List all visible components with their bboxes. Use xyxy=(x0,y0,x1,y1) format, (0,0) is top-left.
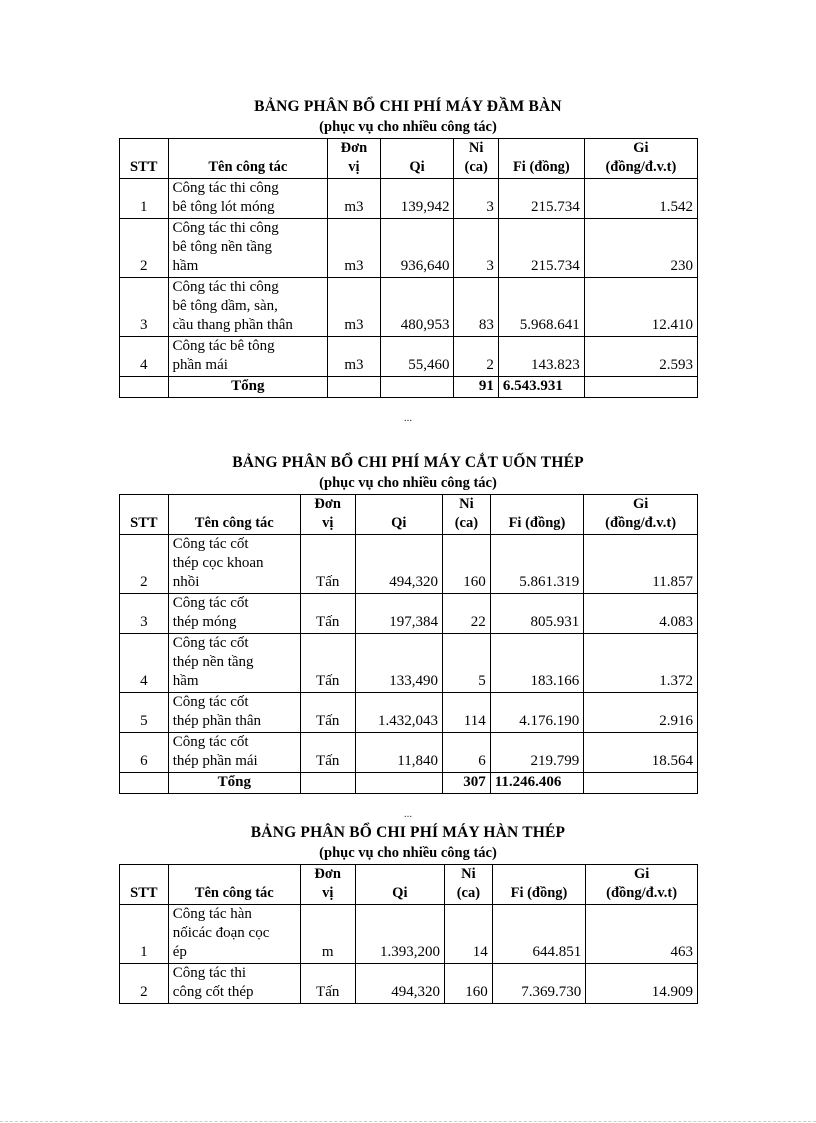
header-qi-text: Qi xyxy=(391,515,407,531)
cell-stt: 5 xyxy=(120,693,169,733)
cell-ten-cong-tac xyxy=(168,179,328,219)
header-ten xyxy=(168,139,328,179)
cell-ten-cong-tac xyxy=(168,693,300,733)
page-bottom-rule xyxy=(0,1121,816,1122)
cell-ten-line: nhồi xyxy=(172,574,200,590)
header-gi xyxy=(584,139,697,179)
cost-table-cat-uon-thep xyxy=(119,494,698,794)
cell-ten-cong-tac xyxy=(168,535,300,594)
cell-ten-line: cầu thang phần thân xyxy=(172,317,293,333)
header-donvi xyxy=(328,139,381,179)
table-row xyxy=(120,594,698,634)
cell-fi: 215.734 xyxy=(498,179,584,219)
header-donvi1-text: Đơn xyxy=(314,866,341,882)
cell-gi: 4.083 xyxy=(584,594,698,634)
header-gi1-text: Gi xyxy=(633,140,649,156)
cell-ten-cong-tac xyxy=(168,733,300,773)
header-ni2-text: (ca) xyxy=(456,885,481,901)
header-row xyxy=(120,495,698,535)
cell-fi: 143.823 xyxy=(498,337,584,377)
header-ni xyxy=(454,139,498,179)
cell-stt: 2 xyxy=(120,219,169,278)
table2-subtitle: (phục vụ cho nhiều công tác) xyxy=(319,475,497,491)
cell-qi: 936,640 xyxy=(380,219,454,278)
cell-gi: 2.593 xyxy=(584,337,697,377)
cost-table-dam-ban xyxy=(119,138,698,398)
header-qi-text: Qi xyxy=(409,159,425,175)
header-ten xyxy=(168,865,300,905)
cell-stt: 4 xyxy=(120,337,169,377)
cell-don-vi: m xyxy=(300,905,355,964)
cell-ten-line: Công tác cốt xyxy=(172,536,249,552)
table3-subtitle: (phục vụ cho nhiều công tác) xyxy=(319,845,497,861)
cell-ten-line: Công tác hàn xyxy=(172,906,252,922)
cell-ten-cong-tac xyxy=(168,594,300,634)
header-donvi1-text: Đơn xyxy=(314,496,341,512)
table-row xyxy=(120,278,698,337)
header-gi2-text: (đồng/đ.v.t) xyxy=(606,885,678,901)
total-empty-cell xyxy=(584,377,697,398)
cell-stt: 3 xyxy=(120,278,169,337)
cell-ten-line: hầm xyxy=(172,673,199,689)
cell-stt: 1 xyxy=(120,905,169,964)
cell-ten-line: Công tác cốt xyxy=(172,734,249,750)
cell-ten-cong-tac xyxy=(168,337,328,377)
cell-don-vi: m3 xyxy=(328,337,381,377)
cell-ten-line: Công tác thi công xyxy=(172,220,279,236)
header-donvi xyxy=(300,865,355,905)
header-ten-text: Tên công tác xyxy=(194,515,274,531)
cell-qi: 494,320 xyxy=(355,535,442,594)
cell-stt: 4 xyxy=(120,634,169,693)
cell-qi: 55,460 xyxy=(380,337,454,377)
cell-qi: 1.393,200 xyxy=(355,905,444,964)
cell-stt: 2 xyxy=(120,535,169,594)
header-donvi xyxy=(300,495,355,535)
cell-stt: 2 xyxy=(120,964,169,1004)
table1-subtitle: (phục vụ cho nhiều công tác) xyxy=(319,119,497,135)
cell-ten-line: Công tác cốt xyxy=(172,635,249,651)
cell-gi: 463 xyxy=(586,905,698,964)
table1-title: BẢNG PHÂN BỔ CHI PHÍ MÁY ĐẦM BÀN xyxy=(254,98,562,115)
header-donvi2-text: vị xyxy=(322,515,334,531)
cell-don-vi: Tấn xyxy=(300,733,355,773)
cell-ten-line: hầm xyxy=(172,258,199,274)
cell-stt: 6 xyxy=(120,733,169,773)
cell-ten-cong-tac xyxy=(168,634,300,693)
cell-ten-cong-tac xyxy=(168,964,300,1004)
cell-qi: 197,384 xyxy=(355,594,442,634)
table-row xyxy=(120,964,698,1004)
header-gi1-text: Gi xyxy=(632,496,649,512)
total-fi: 6.543.931 xyxy=(498,377,584,398)
cell-ten-line: công cốt thép xyxy=(172,984,254,1000)
cell-ten-line: thép phần mái xyxy=(172,753,258,769)
cell-qi: 133,490 xyxy=(355,634,442,693)
cell-ten-line: Công tác thi công xyxy=(172,279,279,295)
total-fi: 11.246.406 xyxy=(490,773,583,794)
cell-stt: 3 xyxy=(120,594,169,634)
cell-ni: 22 xyxy=(443,594,491,634)
total-empty-cell xyxy=(328,377,381,398)
cell-fi: 644.851 xyxy=(492,905,585,964)
cell-ten-line: thép nền tầng xyxy=(172,654,254,670)
header-fi-text: Fi (đồng) xyxy=(512,159,570,175)
header-gi2-text: (đồng/đ.v.t) xyxy=(605,159,677,175)
cell-fi: 183.166 xyxy=(490,634,583,693)
header-gi1-text: Gi xyxy=(633,866,650,882)
cell-ten-line: bê tông lót móng xyxy=(172,199,275,215)
table-row xyxy=(120,337,698,377)
cell-don-vi: m3 xyxy=(328,219,381,278)
cell-fi: 4.176.190 xyxy=(490,693,583,733)
header-ni2-text: (ca) xyxy=(454,515,479,531)
cell-don-vi: Tấn xyxy=(300,634,355,693)
cell-ten-line: Công tác thi công xyxy=(172,180,279,196)
header-ten xyxy=(168,495,300,535)
header-ni1-text: Ni xyxy=(468,140,484,156)
cell-ni: 160 xyxy=(445,964,493,1004)
header-gi xyxy=(584,495,698,535)
table-row xyxy=(120,733,698,773)
header-stt xyxy=(120,495,169,535)
cell-ten-line: Công tác cốt xyxy=(172,694,249,710)
cell-gi: 2.916 xyxy=(584,693,698,733)
cell-qi: 139,942 xyxy=(380,179,454,219)
header-donvi2-text: vị xyxy=(322,885,334,901)
cell-fi: 215.734 xyxy=(498,219,584,278)
cell-ten-line: Công tác bê tông xyxy=(172,338,275,354)
cell-gi: 1.542 xyxy=(584,179,697,219)
table3-title: BẢNG PHÂN BỔ CHI PHÍ MÁY HÀN THÉP xyxy=(250,824,566,841)
cell-ni: 5 xyxy=(443,634,491,693)
cell-ten-line: nốicác đoạn cọc xyxy=(172,925,270,941)
header-stt xyxy=(120,139,169,179)
header-ten-text: Tên công tác xyxy=(208,159,288,175)
cell-gi: 12.410 xyxy=(584,278,697,337)
cell-ten-line: thép phần thân xyxy=(172,713,262,729)
header-fi xyxy=(492,865,585,905)
total-empty-cell xyxy=(355,773,442,794)
cell-qi: 11,840 xyxy=(355,733,442,773)
separator-2: ... xyxy=(403,808,413,820)
cost-table-han-thep xyxy=(119,864,698,1004)
cell-ten-line: thép cọc khoan xyxy=(172,555,264,571)
cell-ten-line: bê tông nền tầng xyxy=(172,239,273,255)
cell-fi: 7.369.730 xyxy=(492,964,585,1004)
cell-don-vi: m3 xyxy=(328,179,381,219)
table2-title: BẢNG PHÂN BỔ CHI PHÍ MÁY CẮT UỐN THÉP xyxy=(232,454,584,471)
cell-fi: 5.968.641 xyxy=(498,278,584,337)
cell-stt: 1 xyxy=(120,179,169,219)
cell-don-vi: Tấn xyxy=(300,594,355,634)
cell-ni: 160 xyxy=(443,535,491,594)
total-ni: 307 xyxy=(443,773,491,794)
header-stt xyxy=(120,865,169,905)
header-stt-text: STT xyxy=(130,515,158,531)
header-fi-text: Fi (đồng) xyxy=(508,515,566,531)
total-empty-cell xyxy=(584,773,698,794)
cell-ni: 14 xyxy=(445,905,493,964)
table-row xyxy=(120,219,698,278)
header-ni1-text: Ni xyxy=(461,866,476,882)
cell-gi: 1.372 xyxy=(584,634,698,693)
header-qi xyxy=(380,139,454,179)
cell-ten-line: thép móng xyxy=(172,614,237,630)
cell-fi: 5.861.319 xyxy=(490,535,583,594)
cell-ni: 83 xyxy=(454,278,498,337)
cell-ten-line: bê tông dầm, sàn, xyxy=(172,298,278,314)
total-row xyxy=(120,773,698,794)
cell-ten-line: phần mái xyxy=(172,357,228,373)
total-label: Tổng xyxy=(168,377,328,398)
header-ni2-text: (ca) xyxy=(464,159,488,175)
cell-qi: 494,320 xyxy=(355,964,444,1004)
header-fi xyxy=(490,495,583,535)
table-row xyxy=(120,634,698,693)
header-stt-text: STT xyxy=(130,885,158,901)
cell-ni: 114 xyxy=(443,693,491,733)
header-gi xyxy=(586,865,698,905)
header-qi xyxy=(355,495,442,535)
table-row xyxy=(120,693,698,733)
cell-ten-cong-tac xyxy=(168,278,328,337)
total-empty-cell xyxy=(120,773,169,794)
cell-ten-line: ép xyxy=(172,944,187,960)
header-qi-text: Qi xyxy=(392,885,408,901)
header-ni xyxy=(445,865,493,905)
total-label: Tổng xyxy=(168,773,300,794)
header-ni xyxy=(443,495,491,535)
header-stt-text: STT xyxy=(130,159,158,175)
cell-don-vi: Tấn xyxy=(300,964,355,1004)
cell-don-vi: m3 xyxy=(328,278,381,337)
cell-ten-cong-tac xyxy=(168,905,300,964)
cell-qi: 480,953 xyxy=(380,278,454,337)
header-ten-text: Tên công tác xyxy=(194,885,274,901)
header-row xyxy=(120,139,698,179)
cell-ni: 2 xyxy=(454,337,498,377)
table-row xyxy=(120,179,698,219)
header-donvi2-text: vị xyxy=(348,159,360,175)
total-row xyxy=(120,377,698,398)
cell-gi: 18.564 xyxy=(584,733,698,773)
total-empty-cell xyxy=(120,377,169,398)
header-gi2-text: (đồng/đ.v.t) xyxy=(605,515,677,531)
header-fi xyxy=(498,139,584,179)
header-row xyxy=(120,865,698,905)
separator-1: ... xyxy=(403,412,413,424)
table-row xyxy=(120,535,698,594)
total-empty-cell xyxy=(380,377,454,398)
cell-ten-cong-tac xyxy=(168,219,328,278)
table-row xyxy=(120,905,698,964)
total-ni: 91 xyxy=(454,377,498,398)
cell-gi: 230 xyxy=(584,219,697,278)
cell-gi: 11.857 xyxy=(584,535,698,594)
header-qi xyxy=(355,865,444,905)
cell-fi: 805.931 xyxy=(490,594,583,634)
header-fi-text: Fi (đồng) xyxy=(510,885,568,901)
cell-don-vi: Tấn xyxy=(300,693,355,733)
cell-ten-line: Công tác thi xyxy=(172,965,247,981)
header-donvi1-text: Đơn xyxy=(340,140,368,156)
cell-ten-line: Công tác cốt xyxy=(172,595,249,611)
total-empty-cell xyxy=(300,773,355,794)
cell-fi: 219.799 xyxy=(490,733,583,773)
cell-qi: 1.432,043 xyxy=(355,693,442,733)
cell-don-vi: Tấn xyxy=(300,535,355,594)
header-ni1-text: Ni xyxy=(459,496,474,512)
cell-gi: 14.909 xyxy=(586,964,698,1004)
cell-ni: 3 xyxy=(454,219,498,278)
cell-ni: 6 xyxy=(443,733,491,773)
cell-ni: 3 xyxy=(454,179,498,219)
